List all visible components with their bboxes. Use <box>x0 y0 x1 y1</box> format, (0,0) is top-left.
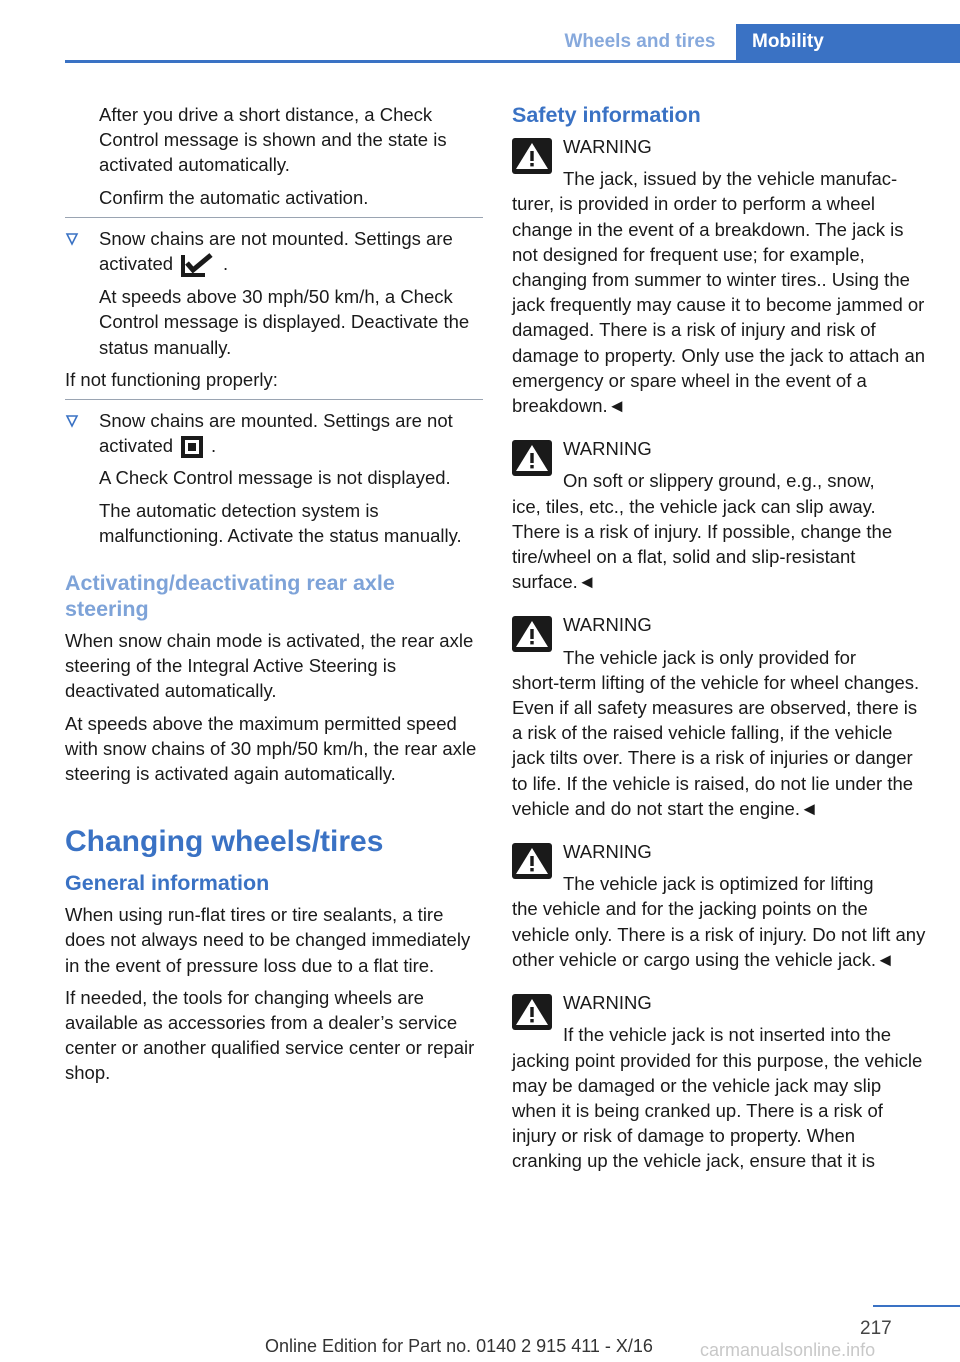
warning-triangle-icon <box>512 843 552 879</box>
right-column <box>512 102 927 1192</box>
paragraph: Confirm the automatic activation. <box>99 186 369 208</box>
list-separator <box>65 217 483 218</box>
paragraph: At speeds above the maximum permitted speed with snow chains of 30 mph/50 km/h, the rear axle steering is activated again automatically. <box>65 712 477 784</box>
list-item <box>65 408 483 458</box>
warning-triangle-icon <box>512 138 552 174</box>
warning-text: On soft or slippery ground, e.g., snow, <box>563 470 875 492</box>
list-item-text: Snow chains are mounted. Settings are not activated <box>99 409 453 457</box>
warning-title: WARNING <box>563 136 652 157</box>
running-header-section: Wheels and tires <box>564 31 716 52</box>
page-number: 217 <box>860 1318 892 1339</box>
warning-text: The jack, issued by the vehicle manufac- <box>563 168 898 190</box>
warning-text: If the vehicle jack is not inserted into the <box>563 1024 892 1046</box>
list-separator <box>65 399 483 400</box>
warning-text: turer, is provided in order to perform a wheel change in the event of a breakdown. The jack is not designed for frequent use; for example, changing from summer to winter tires.. Using the jack frequently may cause it to become jammed or damaged. There is a risk of injury and risk of damage to property. Only use the jack to attach an emergency or spare wheel in the event of a breakdown.◄ <box>512 193 926 417</box>
chapter-heading: Changing wheels/tires <box>65 825 384 859</box>
paragraph: A Check Control message is not displayed. <box>99 467 451 489</box>
list-item-text-end: . <box>223 253 229 275</box>
warning-block <box>512 436 927 594</box>
checked-box-icon <box>181 253 215 277</box>
header-rule <box>65 60 960 63</box>
warning-block <box>512 990 927 1173</box>
unchecked-box-icon <box>181 436 203 458</box>
list-item <box>65 226 483 277</box>
warning-title: WARNING <box>563 841 652 863</box>
warning-text: The vehicle jack is optimized for lifting <box>563 873 874 895</box>
warning-text: The vehicle jack is only provided for <box>563 646 857 668</box>
warning-text: ice, tiles, etc., the vehicle jack can slip away. There is a risk of injury. If possible, change the tire/wheel on a flat, solid and slip-resistant surface.◄ <box>512 495 893 593</box>
bullet-triangle-icon <box>65 411 79 431</box>
section-heading: Activating/deactivating rear axle steering <box>65 570 395 621</box>
watermark: carmanualsonline.info <box>700 1340 876 1360</box>
warning-block <box>512 612 927 821</box>
warning-text: jacking point provided for this purpose, the vehicle may be damaged or the vehicle jack may slip when it is being cranked up. There is a risk of injury or risk of damage to property. When cranking up the vehicle jack, ensure that it is <box>512 1049 923 1172</box>
running-header-tab: Mobility <box>736 24 960 60</box>
warning-title: WARNING <box>563 438 652 460</box>
warning-triangle-icon <box>512 994 552 1030</box>
list-item-text: Snow chains are not mounted. Settings are activated <box>99 227 453 275</box>
paragraph: At speeds above 30 mph/50 km/h, a Check Control message is displayed. Deactivate the status manually. <box>99 286 470 358</box>
warning-triangle-icon <box>512 616 552 652</box>
warning-title: WARNING <box>563 614 652 636</box>
paragraph: If needed, the tools for changing wheels are available as accessories from a dealer’s service center or another qualified service center or repair shop. <box>65 986 475 1084</box>
bullet-triangle-icon <box>65 229 79 249</box>
warning-block <box>512 134 927 418</box>
section-heading: General information <box>65 871 270 896</box>
paragraph: The automatic detection system is malfunctioning. Activate the status manually. <box>99 499 462 546</box>
footer-rule <box>873 1305 960 1307</box>
warning-text: short-term lifting of the vehicle for wheel changes. Even if all safety measures are observed, there is a risk of the raised vehicle falling, if the vehicle jack tilts over. There is a risk of injuries or danger to life. If the vehicle is raised, do not lie under the vehicle and do not start the engine.◄ <box>512 671 920 819</box>
warning-block <box>512 839 927 972</box>
left-column <box>65 102 483 1093</box>
edition-line: Online Edition for Part no. 0140 2 915 411 - X/16 <box>265 1336 653 1356</box>
paragraph: After you drive a short distance, a Check Control message is shown and the state is activated automatically. <box>99 104 447 176</box>
paragraph: When snow chain mode is activated, the rear axle steering of the Integral Active Steering is deactivated automatically. <box>65 629 474 702</box>
paragraph: If not functioning properly: <box>65 368 278 390</box>
warning-text: the vehicle and for the jacking points on the vehicle only. There is a risk of injury. Do not lift any other vehicle or cargo using the vehicle jack.◄ <box>512 898 926 970</box>
warning-title: WARNING <box>563 992 652 1014</box>
section-heading: Safety information <box>512 103 701 127</box>
list-item-text-end: . <box>211 435 217 457</box>
warning-triangle-icon <box>512 440 552 476</box>
paragraph: When using run-flat tires or tire sealants, a tire does not always need to be changed immediately in the event of pressure loss due to a flat tire. <box>65 904 471 976</box>
